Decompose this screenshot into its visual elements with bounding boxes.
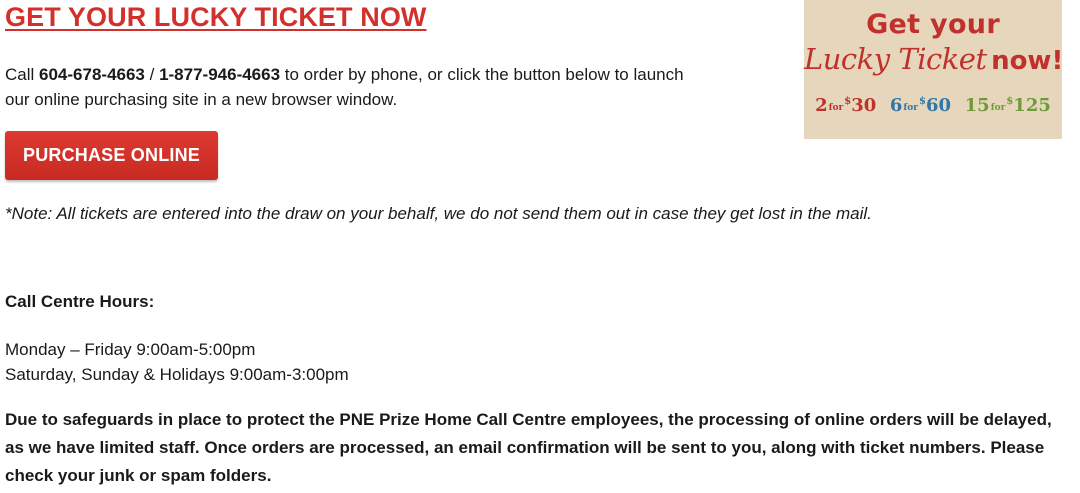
phone-number-local: 604-678-4663 (39, 65, 145, 84)
processing-notice: Due to safeguards in place to protect the PNE Prize Home Call Centre employees, the processing of online orders will be delayed, as we have limited staff. Once orders are processed, an email confirmation will be sent to you, along with ticket numbers. Please check your junk or spam folders. (5, 410, 1052, 485)
promo-now-text: now! (991, 46, 1064, 76)
price-offer (965, 95, 1051, 116)
price-qty: 2 (815, 95, 828, 116)
delivery-note (5, 201, 872, 226)
lucky-ticket-promo-banner[interactable] (804, 0, 1062, 139)
hours-weekends: Saturday, Sunday & Holidays 9:00am-3:00pm (5, 365, 349, 384)
price-amount: 125 (1013, 95, 1051, 116)
promo-price-list (804, 95, 1062, 116)
intro-paragraph (5, 62, 705, 112)
phone-separator: / (144, 65, 160, 84)
intro-text: to order by phone, or click the button below to launch our online purchasing site in a new browser window. (5, 65, 684, 109)
price-qty: 6 (889, 95, 903, 116)
price-amount: 60 (926, 95, 952, 116)
intro-call-prefix: Call (5, 65, 40, 84)
page-headline-link[interactable]: GET YOUR LUCKY TICKET NOW (5, 2, 427, 32)
price-offer (890, 95, 951, 116)
price-for: for (990, 103, 1006, 113)
price-currency: $ (919, 96, 926, 107)
call-centre-hours (5, 337, 349, 387)
call-centre-hours-heading: Call Centre Hours: (5, 292, 155, 311)
promo-headline: Get your (866, 9, 1000, 40)
price-for: for (828, 103, 844, 113)
hours-weekdays: Monday – Friday 9:00am-5:00pm (5, 340, 256, 359)
purchase-online-button[interactable]: PURCHASE ONLINE (5, 131, 218, 180)
delivery-note-text: *Note: All tickets are entered into the draw on your behalf, we do not send them out in case they get lost in the mail. (5, 204, 872, 223)
price-currency: $ (1006, 96, 1014, 107)
price-offer (815, 95, 876, 116)
price-currency: $ (844, 96, 852, 107)
phone-number-tollfree: 1-877-946-4663 (159, 65, 281, 84)
price-qty: 15 (964, 95, 990, 116)
promo-script-text: Lucky Ticket (804, 42, 987, 76)
price-for: for (903, 103, 919, 113)
price-amount: 30 (851, 95, 877, 116)
promo-line-two (804, 42, 1062, 76)
